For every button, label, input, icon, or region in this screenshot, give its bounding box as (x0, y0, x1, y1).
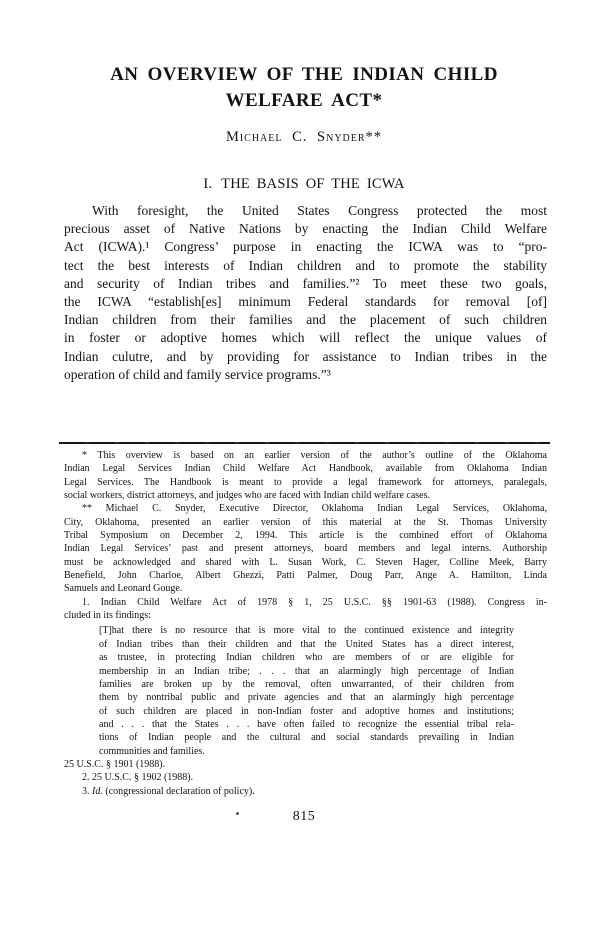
footnote-1-citation: 25 U.S.C. § 1901 (1988). (64, 758, 166, 770)
text-line: in foster or adoptive homes which will reflect the unique values of (64, 330, 547, 346)
text-line: and . . . that the States . . . have often failed to recognize the essential tribal rela- (99, 718, 514, 730)
text-line: Samuels and Leonard Gouge. (64, 583, 183, 595)
footnotes-section (64, 449, 547, 798)
footnote-double-star (64, 502, 547, 595)
text-line: Indian children from their families and the placement of such children (64, 312, 547, 328)
text-line: must be acknowledged and shared with L. Susan Work, C. Steven Hager, Colline Meek, Barry (64, 556, 547, 568)
footnote-3-id-reference: Id. (92, 785, 103, 797)
footnote-3-number: 3. (82, 785, 92, 797)
author-name: Michael C. Snyder** (225, 129, 383, 145)
text-line: [T]hat there is no resource that is more vital to the continued existence and integrity (99, 625, 514, 637)
body-paragraph (64, 202, 547, 384)
text-line: Indian Legal Services Indian Child Welfare Act Handbook, available from Oklahoma Indian (64, 463, 547, 475)
text-line: With foresight, the United States Congress protected the most (92, 203, 547, 218)
text-line: Indian Legal Services’ past and present attorneys, board members and legal interns. Authorship (64, 543, 547, 555)
article-title-line-1: AN OVERVIEW OF THE INDIAN CHILD (110, 64, 498, 85)
text-line: Benefield, John Charloe, Albert Ghezzi, Patti Palmer, Doug Parr, Ange A. Hamilton, Linda (64, 570, 547, 582)
text-line: them by nontribal public and private agencies and that an alarmingly high percentage (99, 692, 514, 704)
text-line: and security of Indian tribes and families.”² To meet these two goals, (64, 275, 547, 291)
footnote-star (64, 449, 547, 502)
footnote-3 (64, 785, 547, 798)
section-number: I. (203, 176, 213, 192)
text-line: tect the best interests of Indian children and to promote the stability (64, 257, 547, 273)
article-title-line-2: WELFARE ACT* (225, 90, 383, 111)
text-line: City, Oklahoma, presented an earlier version of this material at the St. Thomas University (64, 516, 547, 528)
section-heading (0, 176, 608, 193)
text-line: social workers, district attorneys, and judges who are faced with Indian child welfare cases. (64, 490, 430, 502)
article-title (0, 62, 608, 114)
text-line: * This overview is based on an earlier version of the author’s outline of the Oklahoma (82, 450, 547, 461)
text-line: Tribal Symposium on December 2, 1994. This article is the combined effort of Oklahoma (64, 530, 547, 542)
text-line: 1. Indian Child Welfare Act of 1978 § 1, 25 U.S.C. §§ 1901-63 (1988). Congress in- (82, 596, 547, 608)
text-line: Legal Services. The Handbook is meant to provide a legal framework for attorneys, paralegals, (64, 476, 547, 488)
text-line: communities and families. (99, 745, 205, 757)
footnote-1-intro (64, 596, 547, 623)
footnote-3-text: (congressional declaration of policy). (102, 785, 255, 797)
section-title: THE BASIS OF THE ICWA (221, 176, 405, 192)
text-line: precious asset of Native Nations by enacting the Indian Child Welfare (64, 221, 547, 237)
text-line: operation of child and family service programs.”³ (64, 366, 331, 382)
text-line: Act (ICWA).¹ Congress’ purpose in enacting the ICWA was to “pro- (64, 239, 547, 255)
text-line: membership in an Indian tribe; . . . that an alarmingly high percentage of Indian (99, 665, 514, 677)
footnote-separator-rule (59, 442, 550, 444)
text-line: families are broken up by the removal, often unwarranted, of their children from (99, 678, 514, 690)
text-line: Indian culutre, and by providing for assistance to Indian tribes in the (64, 348, 547, 364)
text-line: as trustee, in protecting Indian children who are members of or are eligible for (99, 652, 514, 664)
text-line: the ICWA “establish[es] minimum Federal standards for removal [of] (64, 294, 547, 310)
text-line: cluded in its findings: (64, 610, 151, 622)
text-line: of such children are placed in non-Indian foster and adoptive homes and institutions; (99, 705, 514, 717)
text-line: tions of Indian people and the cultural and social standards prevailing in Indian (99, 732, 514, 744)
page-number: 815 (292, 809, 316, 824)
text-line: of Indian tribes than their children and that the United States has a direct interest, (99, 638, 514, 650)
footnote-1-blockquote (99, 624, 514, 757)
text-line: ** Michael C. Snyder, Executive Director, Oklahoma Indian Legal Services, Oklahoma, (82, 503, 547, 515)
scan-speck-artifact (236, 812, 239, 815)
footnote-2: 2. 25 U.S.C. § 1902 (1988). (82, 772, 194, 784)
